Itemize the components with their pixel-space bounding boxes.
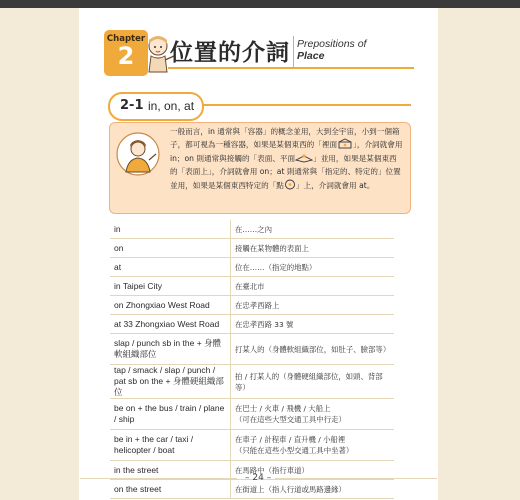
top-bar — [0, 0, 520, 8]
title-underline — [168, 67, 414, 69]
title-divider — [293, 36, 294, 67]
chinese-cell: 接觸在某物體的表面上 — [231, 239, 395, 258]
table-row — [110, 239, 394, 258]
english-cell: in Taipei City — [110, 277, 231, 296]
table-row — [110, 365, 394, 399]
teacher-avatar-icon — [116, 132, 160, 176]
footer-rule-left — [80, 478, 237, 479]
chinese-cell: 在忠孝西路 33 號 — [231, 315, 395, 334]
chinese-line: 在車子 / 計程車 / 直升機 / 小船裡 — [235, 435, 346, 444]
english-cell: on the street — [110, 480, 231, 499]
surface-icon — [295, 152, 313, 163]
title-en-line2: Place — [297, 50, 325, 62]
english-cell: at — [110, 258, 231, 277]
english-cell: on Zhongxiao West Road — [110, 296, 231, 315]
chinese-line: 在巴士 / 火車 / 飛機 / 大船上 — [235, 404, 331, 413]
title-en-line1: Prepositions of — [297, 38, 367, 50]
section-heading — [108, 92, 204, 121]
table-row — [110, 430, 394, 461]
section-rule — [195, 104, 411, 106]
intro-text-part2: 」，介詞就會用 in；on 則通常與接觸的「表面、平面 — [170, 140, 403, 163]
chinese-note: （可在這些大型交通工具中行走） — [235, 415, 346, 424]
chinese-cell — [231, 430, 395, 461]
preposition-table — [110, 220, 394, 499]
footer-rule-right — [275, 478, 437, 479]
intro-text-part1: 一般而言，in 通常與「容器」的概念並用，大到全宇宙，小到一個箱子，都可視為一種容器，如果是某個東西的「裡面 — [170, 127, 400, 150]
english-cell: in — [110, 220, 231, 239]
table-row — [110, 399, 394, 430]
chinese-cell: 位在……（指定的地點） — [231, 258, 395, 277]
chinese-cell — [231, 399, 395, 430]
chinese-cell: 打某人的（身體軟組織部位，如肚子、臉部等） — [231, 334, 395, 365]
english-cell: tap / smack / slap / punch / pat sb on the + 身體硬組織部位 — [110, 365, 231, 399]
table-row — [110, 315, 394, 334]
chinese-cell: 在馬路中（指行車道） — [231, 461, 395, 480]
section-title: in, on, at — [148, 99, 195, 113]
page-number-value: 24 — [252, 473, 264, 483]
table-row — [110, 334, 394, 365]
chinese-cell: 在臺北市 — [231, 277, 395, 296]
point-target-icon — [284, 179, 296, 190]
table-row — [110, 277, 394, 296]
chapter-word: Chapter — [106, 34, 146, 44]
page-number: – 24 – — [245, 473, 272, 483]
table-row — [110, 296, 394, 315]
intro-text-part4: 」上，介詞就會用 at。 — [295, 180, 375, 190]
english-cell: slap / punch sb in the + 身體軟組織部位 — [110, 334, 231, 365]
chinese-note: （只能在這些小型交通工具中坐著） — [235, 446, 354, 455]
chapter-number: 2 — [117, 42, 135, 70]
box-inside-icon — [337, 138, 353, 149]
english-cell: on — [110, 239, 231, 258]
table-row — [110, 220, 394, 239]
chinese-cell: 在……之內 — [231, 220, 395, 239]
chapter-title-english — [297, 38, 366, 62]
intro-paragraph — [170, 125, 403, 192]
chapter-title-chinese: 位置的介詞 — [170, 40, 290, 66]
chapter-badge — [104, 30, 148, 76]
english-cell: in the street — [110, 461, 231, 480]
english-cell: at 33 Zhongxiao West Road — [110, 315, 231, 334]
chinese-cell: 在街道上（指人行道或馬路邊緣） — [231, 480, 395, 499]
table-row — [110, 258, 394, 277]
section-number: 2-1 — [120, 98, 144, 113]
chinese-cell: 在忠孝西路上 — [231, 296, 395, 315]
english-cell: be in + the car / taxi / helicopter / boat — [110, 430, 231, 461]
english-cell: be on + the bus / train / plane / ship — [110, 399, 231, 430]
chinese-cell: 拍 / 打某人的（身體硬組織部位，如頭、背部等） — [231, 365, 395, 399]
intro-text-part3: 」並用，如果是某個東西的「表面上」，介詞就會用 on；at 則通常與「指定的、特定的」位置並用，如果是某個東西特定的「點 — [170, 153, 401, 190]
